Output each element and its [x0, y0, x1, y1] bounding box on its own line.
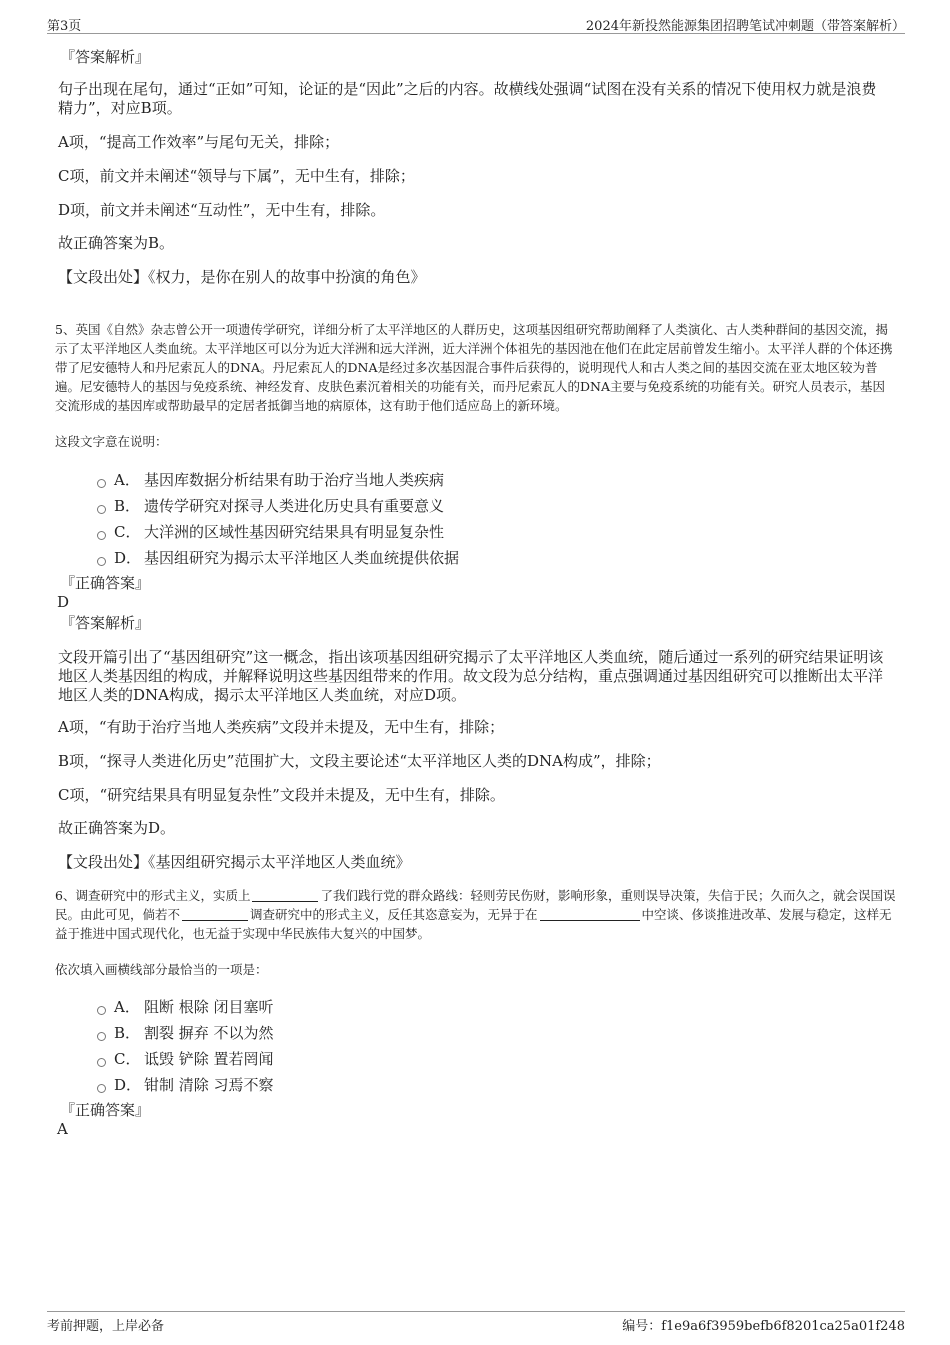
- q5-conclusion: 故正确答案为D。: [58, 819, 176, 837]
- q5-analysis-label: 『答案解析』: [60, 614, 151, 632]
- q5-analysis-paragraph: 文段开篇引出了“基因组研究”这一概念，指出该项基因组研究揭示了太平洋地区人类血统，随后通过一系列的研究结果证明该地区人类基因组的构成，并解释说明这些基因组带来的作用。故文段为总分结构，重点强调通过基因组研究可以推断出太平洋地区人类的DNA构成，揭示太平洋地区人类血统，对应D项。: [58, 648, 884, 704]
- q5-answer: D: [57, 593, 70, 611]
- q6-option-a[interactable]: A． 阻断 根除 闭目塞听: [97, 996, 274, 1016]
- q6-option-b[interactable]: B． 割裂 摒弃 不以为然: [97, 1022, 274, 1042]
- q5-option-a[interactable]: A． 基因库数据分析结果有助于治疗当地人类疾病: [97, 469, 444, 489]
- q6-prompt: 依次填入画横线部分最恰当的一项是：: [55, 962, 268, 977]
- q5-source: 【文段出处】《基因组研究揭示太平洋地区人类血统》: [58, 853, 411, 871]
- q5-analysis-line-a: A项，“有助于治疗当地人类疾病”文段并未提及，无中生有，排除；: [58, 718, 505, 736]
- radio-icon[interactable]: [97, 1006, 106, 1015]
- radio-icon[interactable]: [97, 1032, 106, 1041]
- q6-option-c[interactable]: C． 诋毁 铲除 置若罔闻: [97, 1048, 274, 1068]
- q5-analysis-line-b: B项，“探寻人类进化历史”范围扩大，文段主要论述“太平洋地区人类的DNA构成”，排除；: [58, 752, 661, 770]
- radio-icon[interactable]: [97, 1058, 106, 1067]
- q5-stem: 5、英国《自然》杂志曾公开一项遗传学研究，详细分析了太平洋地区的人群历史，这项基因组研究帮助阐释了人类演化、古人类种群间的基因交流，揭示了太平洋地区人类血统。太平洋地区可以分为近大洋洲和远大洋洲，近大洋洲个体祖先的基因池在他们在此定居前曾发生缩小。太平洋人群的个体还携带了尼安德特人和丹尼索瓦人的DNA。丹尼索瓦人的DNA是经过多次基因混合事件后获得的，说明现代人和古人类之间的基因交流在亚太地区较为普遍。尼安德特人的基因与免疫系统、神经发育、皮肤色素沉着相关的功能有关，而丹尼索瓦人的DNA主要与免疫系统的功能有关。研究人员表示，基因交流形成的基因库或帮助最早的定居者抵御当地的病原体，这有助于他们适应岛上的新环境。: [55, 322, 893, 413]
- radio-icon[interactable]: [97, 505, 106, 514]
- radio-icon[interactable]: [97, 557, 106, 566]
- document-title: 2024年新投然能源集团招聘笔试冲刺题（带答案解析）: [585, 19, 905, 34]
- q4-analysis-line-a: A项，“提高工作效率”与尾句无关，排除；: [58, 133, 340, 151]
- q4-analysis-label: 『答案解析』: [60, 48, 151, 66]
- q6-answer: A: [57, 1120, 68, 1138]
- q5-option-b[interactable]: B． 遗传学研究对探寻人类进化历史具有重要意义: [97, 495, 444, 515]
- q4-analysis-line-d: D项，前文并未阐述“互动性”，无中生有，排除。: [58, 201, 386, 219]
- q5-analysis-line-c: C项，“研究结果具有明显复杂性”文段并未提及，无中生有，排除。: [58, 786, 505, 804]
- radio-icon[interactable]: [97, 531, 106, 540]
- q5-answer-label: 『正确答案』: [60, 574, 151, 592]
- blank-1: [252, 889, 318, 902]
- q5-prompt: 这段文字意在说明：: [55, 434, 168, 449]
- footer-slogan: 考前押题，上岸必备: [47, 1319, 165, 1334]
- q6-answer-label: 『正确答案』: [60, 1101, 151, 1119]
- q4-analysis-paragraph: 句子出现在尾句，通过“正如”可知，论证的是“因此”之后的内容。故横线处强调“试图在没有关系的情况下使用权力就是浪费精力”，对应B项。: [58, 80, 877, 117]
- page-number: 第3页: [47, 19, 82, 34]
- q4-analysis-line-c: C项，前文并未阐述“领导与下属”，无中生有，排除；: [58, 167, 415, 185]
- radio-icon[interactable]: [97, 1084, 106, 1093]
- q5-option-c[interactable]: C． 大洋洲的区域性基因研究结果具有明显复杂性: [97, 521, 444, 541]
- page-header: [47, 14, 905, 34]
- q4-source: 【文段出处】《权力，是你在别人的故事中扮演的角色》: [58, 268, 426, 286]
- footer-code: 编号：f1e9a6f3959befb6f8201ca25a01f248: [622, 1319, 905, 1334]
- radio-icon[interactable]: [97, 479, 106, 488]
- blank-3: [540, 908, 640, 921]
- q6-stem: 6、调查研究中的形式主义，实质上 了我们践行党的群众路线：轻则劳民伤财，影响形象，重则误导决策，失信于民；久而久之，就会误国误民。由此可见，倘若不 调查研究中的形式主义，反任其恣意妄为，无异于在 中空谈、侈谈推进改革、发展与稳定，这样无益于推进中国式现代化，也无益于实现中华民族伟大复兴的中国梦。: [55, 888, 896, 941]
- blank-2: [182, 908, 248, 921]
- q4-conclusion: 故正确答案为B。: [58, 234, 175, 252]
- page-footer: [47, 1311, 905, 1335]
- q5-option-d[interactable]: D． 基因组研究为揭示太平洋地区人类血统提供依据: [97, 547, 459, 567]
- q6-option-d[interactable]: D． 钳制 清除 习焉不察: [97, 1074, 274, 1094]
